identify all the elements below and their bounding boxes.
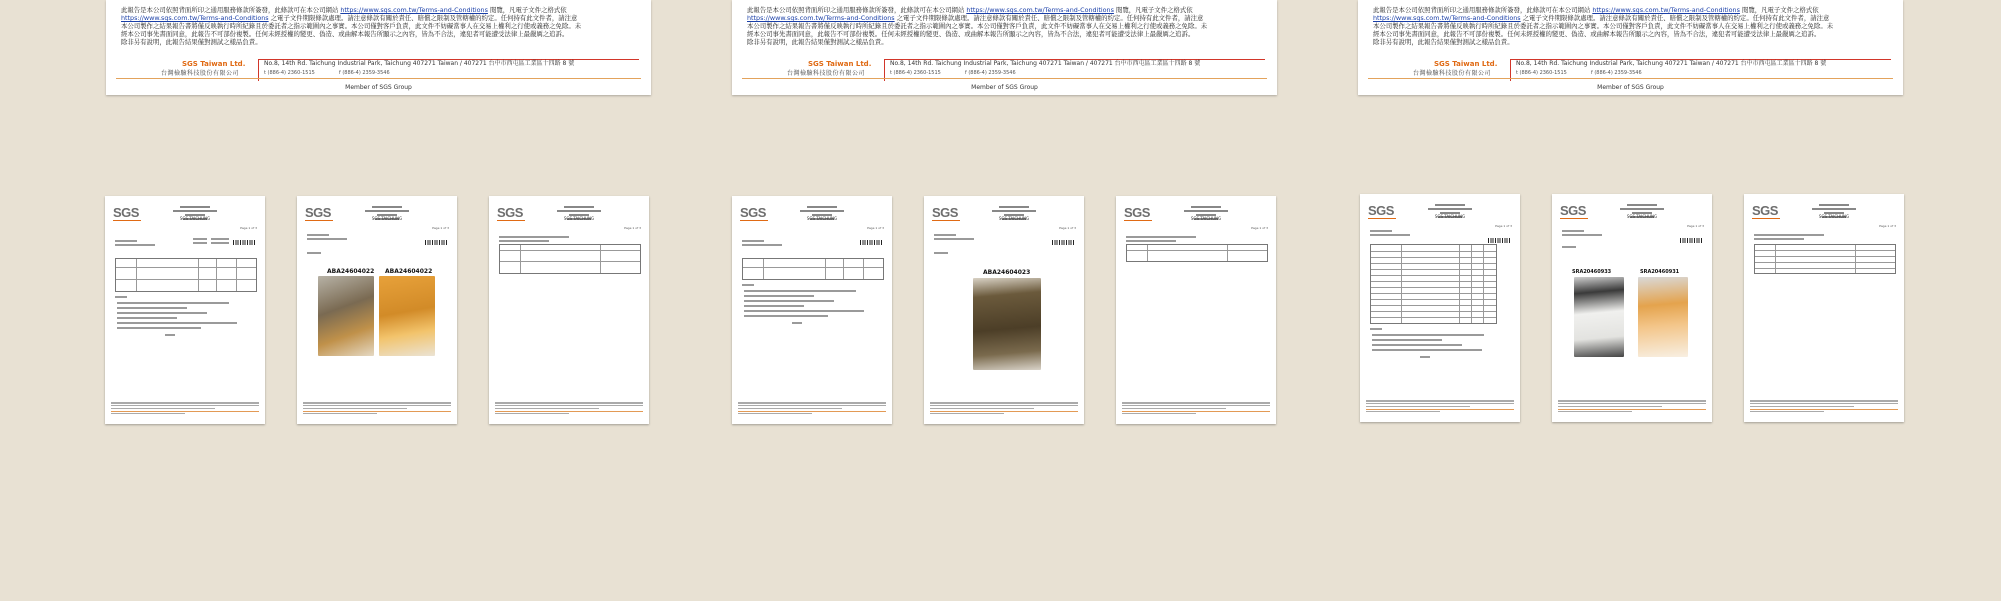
- company-phone: t (886-4) 2360-1515: [264, 70, 315, 76]
- company-fax: f (886-4) 2359-3546: [339, 70, 390, 76]
- company-name: SGS Taiwan Ltd.: [808, 60, 872, 68]
- page-thumbnail-1[interactable]: [105, 196, 265, 424]
- divider: [1124, 220, 1152, 221]
- page-number: Page 1 of 3: [1251, 226, 1268, 230]
- lab-title: SGS TAICHUNG: [1626, 214, 1658, 219]
- terms-link[interactable]: https://www.sgs.com.tw/Terms-and-Conditions: [747, 14, 895, 22]
- disclaimer-text: 此報告是本公司依照背面所印之通用服務條款所簽發，此條款可在本公司網站 https://www.sgs.com.tw/Terms-and-Conditions 閱覽，凡電子文件之格式依 https://www.sgs.com.tw/Terms-and-Conditions 之電子文件期限條款處理。請注意條款有關於責任、賠償之限制及管轄權的約定。任何持有此文件者，請注意 本公司製作之結果報告書將僅反映執行時所紀錄且於委託者之指示範圍內之事實。本公司僅對客戶負責，此文件不妨礙當事人在交易上權利之行使或義務之免除。未 經本公司事先書面同意，此報告不可部份複製。任何未經授權的變更、偽造、或曲解本報告所顯示之內容，皆為不合法，違犯者可能遭受法律上最嚴厲之追訴。 除非另有說明，此報告結果僅對測試之樣品負責。: [747, 6, 1208, 46]
- page-footer: [930, 402, 1078, 416]
- terms-link[interactable]: https://www.sgs.com.tw/Terms-and-Conditions: [121, 14, 269, 22]
- terms-link[interactable]: https://www.sgs.com.tw/Terms-and-Conditions: [966, 6, 1114, 14]
- member-text: Member of SGS Group: [971, 84, 1038, 91]
- sample-id: SRA20460933: [1572, 269, 1612, 275]
- sample-photo: [379, 276, 435, 356]
- sample-id: SRA20460931: [1640, 269, 1680, 275]
- page-footer: [495, 402, 643, 416]
- page-thumbnail-9[interactable]: [1744, 194, 1904, 422]
- divider: [1368, 78, 1893, 79]
- page-footer: [738, 402, 886, 416]
- sample-photo: [1638, 277, 1688, 357]
- barcode: [1680, 238, 1702, 243]
- page-number: Page 1 of 3: [432, 226, 449, 230]
- page-thumbnail-4[interactable]: [732, 196, 892, 424]
- barcode: [1488, 238, 1510, 243]
- barcode: [425, 240, 447, 245]
- report-header: [1804, 204, 1864, 220]
- divider: [113, 220, 141, 221]
- member-text: Member of SGS Group: [345, 84, 412, 91]
- lab-title: SGS TAICHUNG: [1434, 214, 1466, 219]
- sgs-logo: SGS: [1752, 203, 1778, 218]
- lab-title: SGS TAICHUNG: [1190, 216, 1222, 221]
- page-footer: [1366, 400, 1514, 414]
- report-header: [1176, 206, 1236, 222]
- report-header: [165, 206, 225, 222]
- lab-title: SGS TAICHUNG: [1818, 214, 1850, 219]
- report-header: [357, 206, 417, 222]
- sample-id: ABA24604022: [385, 268, 433, 275]
- lab-title: SGS TAICHUNG: [563, 216, 595, 221]
- terms-link[interactable]: https://www.sgs.com.tw/Terms-and-Conditions: [1373, 14, 1521, 22]
- page-footer: [1122, 402, 1270, 416]
- divider: [1368, 218, 1396, 219]
- sgs-logo: SGS: [1124, 205, 1150, 220]
- sgs-logo: SGS: [497, 205, 523, 220]
- sample-photo: [1574, 277, 1624, 357]
- page-number: Page 1 of 3: [1687, 224, 1704, 228]
- company-fax: f (886-4) 2359-3546: [965, 70, 1016, 76]
- report-page-footer-3: [1358, 0, 1903, 95]
- page-number: Page 1 of 3: [867, 226, 884, 230]
- sample-id: ABA24604022: [327, 268, 375, 275]
- company-name: SGS Taiwan Ltd.: [1434, 60, 1498, 68]
- results-table: [1754, 244, 1896, 274]
- page-number: Page 1 of 3: [1059, 226, 1076, 230]
- report-header: [984, 206, 1044, 222]
- divider: [497, 220, 525, 221]
- page-footer: [1558, 400, 1706, 414]
- page-thumbnail-2[interactable]: [297, 196, 457, 424]
- company-phone: t (886-4) 2360-1515: [890, 70, 941, 76]
- terms-link[interactable]: https://www.sgs.com.tw/Terms-and-Conditions: [1592, 6, 1740, 14]
- terms-link[interactable]: https://www.sgs.com.tw/Terms-and-Conditions: [340, 6, 488, 14]
- sgs-logo: SGS: [932, 205, 958, 220]
- page-thumbnail-3[interactable]: [489, 196, 649, 424]
- divider: [116, 78, 641, 79]
- page-number: Page 1 of 3: [1495, 224, 1512, 228]
- page-number: Page 1 of 3: [1879, 224, 1896, 228]
- divider: [740, 220, 768, 221]
- company-name-cn: 台灣檢驗科技股份有限公司: [161, 70, 240, 77]
- barcode: [233, 240, 255, 245]
- page-number: Page 1 of 3: [624, 226, 641, 230]
- divider: [1560, 218, 1588, 219]
- report-header: [792, 206, 852, 222]
- page-footer: [303, 402, 451, 416]
- page-thumbnail-5[interactable]: [924, 196, 1084, 424]
- page-thumbnail-8[interactable]: [1552, 194, 1712, 422]
- member-text: Member of SGS Group: [1597, 84, 1664, 91]
- page-thumbnail-6[interactable]: [1116, 196, 1276, 424]
- disclaimer-text: 此報告是本公司依照背面所印之通用服務條款所簽發，此條款可在本公司網站 https://www.sgs.com.tw/Terms-and-Conditions 閱覽，凡電子文件之格式依 https://www.sgs.com.tw/Terms-and-Conditions 之電子文件期限條款處理。請注意條款有關於責任、賠償之限制及管轄權的約定。任何持有此文件者，請注意 本公司製作之結果報告書將僅反映執行時所紀錄且於委託者之指示範圍內之事實。本公司僅對客戶負責，此文件不妨礙當事人在交易上權利之行使或義務之免除。未 經本公司事先書面同意，此報告不可部份複製。任何未經授權的變更、偽造、或曲解本報告所顯示之內容，皆為不合法，違犯者可能遭受法律上最嚴厲之追訴。 除非另有說明，此報告結果僅對測試之樣品負責。: [1373, 6, 1834, 46]
- sample-photo: [973, 278, 1041, 370]
- results-table: [1370, 244, 1497, 324]
- sample-id: ABA24604023: [983, 269, 1031, 276]
- lab-title: SGS TAICHUNG: [371, 216, 403, 221]
- barcode: [1052, 240, 1074, 245]
- sgs-logo: SGS: [1368, 203, 1394, 218]
- lab-title: SGS TAICHUNG: [179, 216, 211, 221]
- company-name: SGS Taiwan Ltd.: [182, 60, 246, 68]
- report-header: [1612, 204, 1672, 220]
- sgs-logo: SGS: [740, 205, 766, 220]
- report-page-footer-2: [732, 0, 1277, 95]
- report-header: [1420, 204, 1480, 220]
- company-address: No.8, 14th Rd. Taichung Industrial Park, Taichung 407271 Taiwan / 407271 台中市西屯區工業區十四路 8 號: [1516, 60, 1827, 67]
- report-header: [549, 206, 609, 222]
- results-table: [499, 244, 641, 274]
- lab-title: SGS TAICHUNG: [806, 216, 838, 221]
- company-fax: f (886-4) 2359-3546: [1591, 70, 1642, 76]
- company-address: No.8, 14th Rd. Taichung Industrial Park, Taichung 407271 Taiwan / 407271 台中市西屯區工業區十四路 8 號: [264, 60, 575, 67]
- divider: [742, 78, 1267, 79]
- company-name-cn: 台灣檢驗科技股份有限公司: [1413, 70, 1492, 77]
- report-page-footer-1: [106, 0, 651, 95]
- page-footer: [1750, 400, 1898, 414]
- page-number: Page 1 of 3: [240, 226, 257, 230]
- page-thumbnail-7[interactable]: [1360, 194, 1520, 422]
- sgs-logo: SGS: [1560, 203, 1586, 218]
- sample-photo: [318, 276, 374, 356]
- divider: [932, 220, 960, 221]
- company-name-cn: 台灣檢驗科技股份有限公司: [787, 70, 866, 77]
- company-phone: t (886-4) 2360-1515: [1516, 70, 1567, 76]
- results-table: [1126, 244, 1268, 262]
- lab-title: SGS TAICHUNG: [998, 216, 1030, 221]
- sgs-logo: SGS: [305, 205, 331, 220]
- divider: [1752, 218, 1780, 219]
- page-footer: [111, 402, 259, 416]
- results-table: [115, 258, 257, 292]
- divider: [305, 220, 333, 221]
- sgs-logo: SGS: [113, 205, 139, 220]
- company-address: No.8, 14th Rd. Taichung Industrial Park, Taichung 407271 Taiwan / 407271 台中市西屯區工業區十四路 8 號: [890, 60, 1201, 67]
- disclaimer-text: 此報告是本公司依照背面所印之通用服務條款所簽發，此條款可在本公司網站 https://www.sgs.com.tw/Terms-and-Conditions 閱覽，凡電子文件之格式依 https://www.sgs.com.tw/Terms-and-Conditions 之電子文件期限條款處理。請注意條款有關於責任、賠償之限制及管轄權的約定。任何持有此文件者，請注意 本公司製作之結果報告書將僅反映執行時所紀錄且於委託者之指示範圍內之事實。本公司僅對客戶負責，此文件不妨礙當事人在交易上權利之行使或義務之免除。未 經本公司事先書面同意，此報告不可部份複製。任何未經授權的變更、偽造、或曲解本報告所顯示之內容，皆為不合法，違犯者可能遭受法律上最嚴厲之追訴。 除非另有說明，此報告結果僅對測試之樣品負責。: [121, 6, 582, 46]
- results-table: [742, 258, 884, 280]
- barcode: [860, 240, 882, 245]
